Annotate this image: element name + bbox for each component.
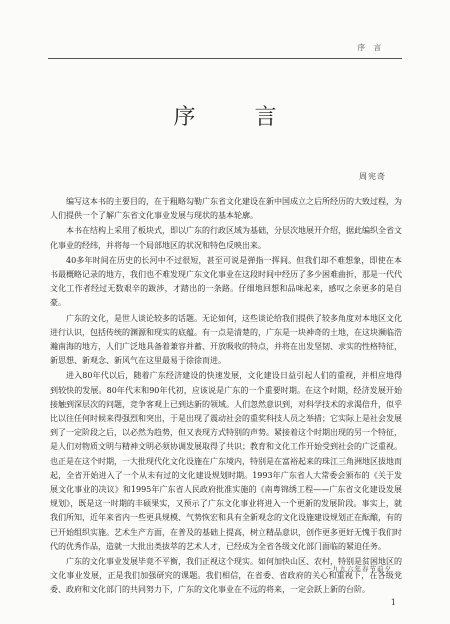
body-text: [50, 195, 402, 599]
paragraph: 编写这本书的主要目的，在于粗略勾勒广东省文化建设在新中国成立之后所经历的大致过程，为人们提供一个了解广东省文化事业发展与现状的基本轮廓。: [50, 197, 402, 221]
paragraph: 广东的文化事业发展毕竟不平衡，我们正视这个现实。如何加快山区、农村，特别是贫困地区的文化事业发展，正是我们加强研究的课题。我们相信，在省委、省政府的关心和重视下，在各级党委、政府和文化部门的共同努力下，广东的文化事业在不远的将来，一定会跃上新的台阶。: [50, 557, 402, 595]
author-name: 周宪奇: [359, 172, 386, 181]
paragraph: 40多年时间在历史的长河中不过很短，甚至可说是弹指一挥间。但我们却不难想象，即使在本书最概略记录的地方，我们也不难发现广东文化事业在这段时间中经历了多少困难曲折，那是一代代文化工作者经过无数艰辛的跋涉，才踏出的一条路。仔细地回想和品味起来，感叹之余更多的是自豪。: [50, 255, 402, 308]
page-title: 序 言: [173, 105, 303, 130]
date-signoff: 一九九六年春节前夕: [324, 565, 392, 573]
paragraph: 本书在结构上采用了板块式，即以广东的行政区域为基础，分层次地展开介绍，据此编织全省文化事业的经纬，并将每一个局部地区的状况和特色反映出来。: [50, 226, 402, 250]
paragraph: 进入80年代以后，随着广东经济建设的快速发展，文化建设日益引起人们的重视，并相应地得到较快的发展。80年代末和90年代初，应该说是广东的一个重要时期。在这个时期，经济发展开始接触到深层次的问题，竞争客观上已到达新的领域。人们忽然意识到，对科学技术的求渴倍升，似乎比以往任何时候来得强烈和突出，于是出现了震动社会的重奖科技人员之举措；它实际上是社会发展到了一定阶段之后，以必然为趋势，但又表现方式特别的声势。紧接着这个时期出现的另一个特征，是人们对物质文明与精神文明必须协调发展取得了共识；教育和文化工作开始受到社会的广泛重视。也正是在这个时期，一大批现代化文化设施在广东境内，特别是在富裕起来的珠江三角洲地区拔地而起，全省开始进入了一个从未有过的文化建设规划时期。1993年广东省人大常委会颁布的《关于发展文化事业的决议》和1995年广东省人民政府批准实施的《南粤锦绣工程——广东省文化建设发展规划》，既是这一时期的丰硕果实，又预示了广东文化事业将进入一个更新的发展阶段。事实上，就我们所知，近年来省内一些更具规模、气势恢宏和具有全新观念的文化设施建设规划正在酝酿，有的已开始组织实施。艺术生产方面，在普及的基础上提高，树立精品意识，创作更多更好无愧于我们时代的优秀作品，造就一大批出类拔萃的艺术人才，已经成为全省各级文化部门面临的紧迫任务。: [50, 371, 402, 551]
header-rule: [48, 58, 402, 59]
paragraph: 广东的文化，是世人谈论较多的话题。无论如何，这些谈论给我们提供了较多角度对本地区文化进行认识，包括传统的渊源和现实的底蕴。有一点是清楚的，广东是一块神奇的土地，在这块濒临浩瀚南海的地方，人们广泛地具备着兼容并蓄、开放吸收的特点，并将在出发坚韧、求实的性格特征，新思想、新观念、新风气在这里最易于徐徐而进。: [50, 313, 402, 366]
running-header: 序 言: [357, 43, 384, 52]
page-number: 1: [390, 598, 396, 607]
